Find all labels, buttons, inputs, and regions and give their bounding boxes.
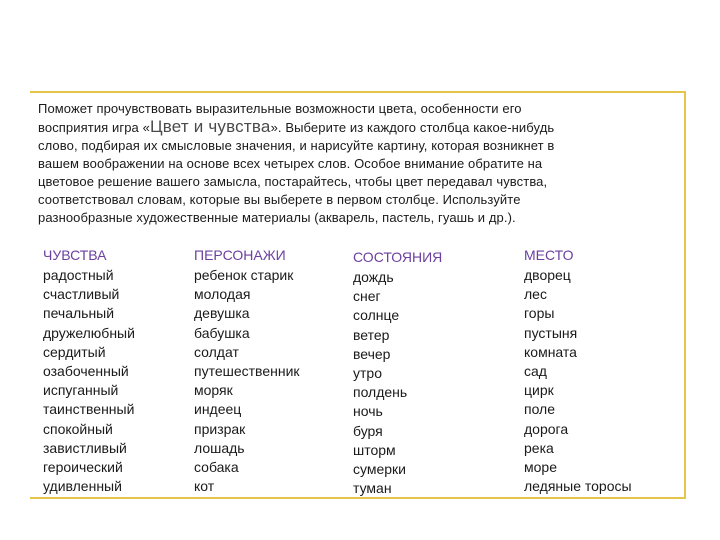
word-item: снег bbox=[353, 288, 381, 305]
word-item: дворец bbox=[524, 267, 571, 283]
word-item: счастливый bbox=[43, 286, 120, 303]
word-item: героический bbox=[43, 459, 123, 476]
column-header: СОСТОЯНИЯ bbox=[353, 249, 443, 265]
column-states bbox=[353, 248, 442, 498]
intro-line: соответствовал словам, которые вы выберете в первом столбце. Используйте bbox=[38, 192, 521, 207]
word-item: шторм bbox=[353, 441, 396, 458]
column-feelings bbox=[43, 246, 135, 496]
word-item: солнце bbox=[353, 307, 400, 324]
word-item: вечер bbox=[353, 345, 391, 362]
word-item: удивленный bbox=[43, 478, 122, 495]
word-item: бабушка bbox=[194, 324, 250, 341]
intro-line: вашем воображении на основе всех четырех слов. Особое внимание обратите на bbox=[38, 156, 543, 171]
word-item: полдень bbox=[353, 384, 408, 401]
word-item: комната bbox=[524, 343, 577, 360]
word-item: озабоченный bbox=[43, 363, 129, 380]
word-item: кот bbox=[194, 478, 215, 495]
word-item: утро bbox=[353, 365, 382, 382]
intro-line: разнообразные художественные материалы (акварель, пастель, гуашь и др.). bbox=[38, 210, 516, 225]
word-item: пустыня bbox=[524, 324, 578, 341]
word-item: лес bbox=[524, 286, 547, 303]
word-item: дорога bbox=[524, 420, 569, 437]
word-item: индеец bbox=[194, 401, 242, 418]
column-place bbox=[524, 246, 632, 496]
word-list bbox=[524, 266, 632, 496]
intro-line: слово, подбирая их смысловые значения, и нарисуйте картину, которая возникнет в bbox=[38, 138, 555, 153]
word-item: лошадь bbox=[194, 439, 245, 456]
word-item: печальный bbox=[43, 305, 115, 322]
word-item: радостный bbox=[43, 267, 114, 283]
column-characters bbox=[194, 246, 300, 496]
word-item: ребенок старик bbox=[194, 267, 294, 283]
word-item: горы bbox=[524, 305, 555, 322]
word-item: таинственный bbox=[43, 401, 135, 418]
column-header: ПЕРСОНАЖИ bbox=[194, 247, 286, 263]
word-item: ледяные торосы bbox=[524, 478, 632, 495]
intro-prefix: восприятия игра « bbox=[38, 120, 150, 135]
word-item: девушка bbox=[194, 305, 250, 322]
word-item: дружелюбный bbox=[43, 324, 135, 341]
word-item: путешественник bbox=[194, 363, 300, 380]
intro-line: Поможет прочувствовать выразительные возможности цвета, особенности его bbox=[38, 101, 522, 116]
word-item: призрак bbox=[194, 420, 246, 437]
word-item: река bbox=[524, 439, 554, 456]
word-item: туман bbox=[353, 480, 392, 497]
right-rule bbox=[684, 91, 686, 499]
word-item: ветер bbox=[353, 326, 390, 343]
intro-paragraph bbox=[38, 100, 678, 227]
column-header: МЕСТО bbox=[524, 247, 574, 263]
word-list bbox=[43, 266, 135, 496]
word-item: моряк bbox=[194, 382, 233, 399]
game-name: Цвет и чувства bbox=[149, 117, 271, 136]
intro-line-game bbox=[38, 118, 678, 137]
word-item: сад bbox=[524, 363, 547, 380]
intro-suffix: ». Выберите из каждого столбца какое-нибудь bbox=[270, 120, 555, 135]
word-list bbox=[353, 268, 442, 498]
word-item: завистливый bbox=[43, 439, 127, 456]
column-header: ЧУВСТВА bbox=[43, 247, 107, 263]
word-item: испуганный bbox=[43, 382, 119, 399]
word-item: цирк bbox=[524, 382, 554, 399]
intro-line: цветовое решение вашего замысла, постарайтесь, чтобы цвет передавал чувства, bbox=[38, 174, 548, 189]
word-item: дождь bbox=[353, 269, 394, 285]
word-item: буря bbox=[353, 422, 383, 439]
word-item: поле bbox=[524, 401, 556, 418]
word-item: собака bbox=[194, 459, 239, 476]
word-item: сумерки bbox=[353, 461, 406, 478]
word-item: сердитый bbox=[43, 343, 106, 360]
top-rule bbox=[30, 91, 684, 93]
word-item: спокойный bbox=[43, 420, 113, 437]
word-list bbox=[194, 266, 300, 496]
word-item: молодая bbox=[194, 286, 251, 303]
word-item: море bbox=[524, 459, 557, 476]
word-item: солдат bbox=[194, 343, 239, 360]
word-item: ночь bbox=[353, 403, 383, 420]
